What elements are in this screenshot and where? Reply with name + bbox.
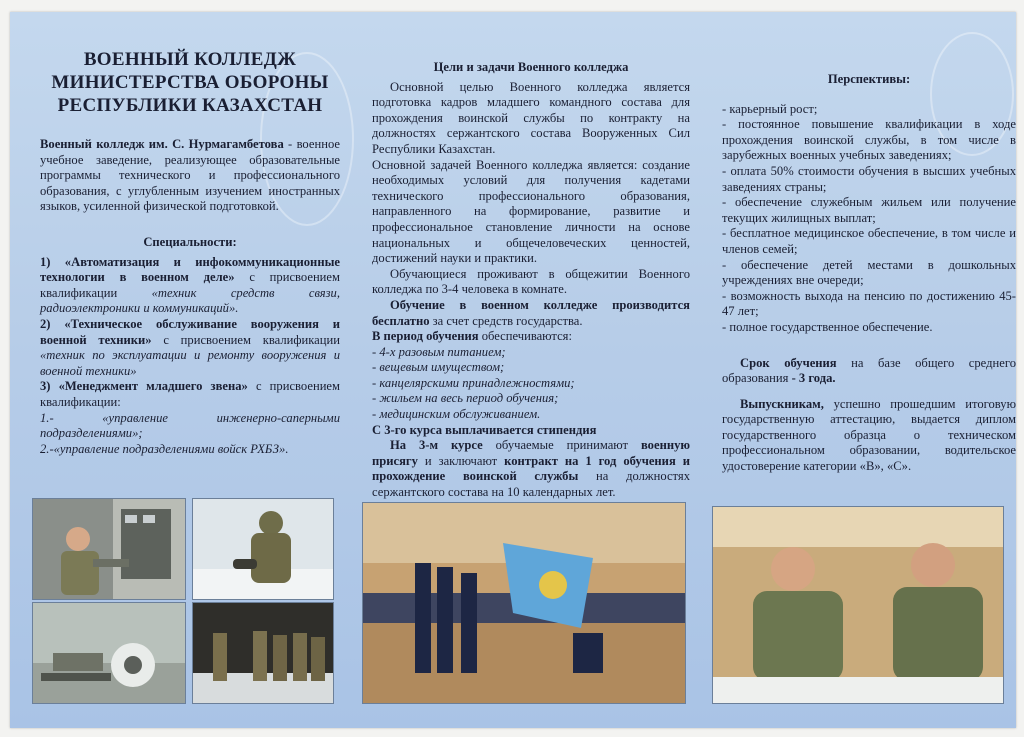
list-item: - медицинским обслуживанием. bbox=[372, 407, 541, 422]
specialty-3-item: 2.-«управление подразделениями войск РХБЗ». bbox=[40, 441, 289, 456]
list-item: - канцелярскими принадлежностями; bbox=[372, 375, 575, 390]
list-item: - бесплатное медицинское обеспечение, в том числе и членов семей; bbox=[722, 226, 1016, 256]
list-item: - полное государственное обеспечение. bbox=[722, 319, 933, 334]
list-item: - постоянное повышение квалификации в ходе прохождения воинской службы, в том числе в зарубежных военных учебных заведениях; bbox=[722, 117, 1016, 163]
task-paragraph: Основной задачей Военного колледжа является: создание необходимых условий для получения кадетами технического профессионального образования, направленного на формирование, развитие и профессиональное становление личности на основе национальных и общечеловеческих ценностей, достижений науки и практики. bbox=[372, 157, 690, 266]
prospects-heading: Перспективы: bbox=[827, 72, 911, 86]
oath-paragraph: На 3-м курсе обучаемые принимают военную присягу и заключают контракт на 1 год обучения и прохождение воинской службы на должностях сержантского состава на 10 календарных лет. bbox=[372, 438, 691, 500]
list-item: - вещевым имуществом; bbox=[372, 360, 505, 375]
left-column bbox=[40, 48, 340, 457]
intro-paragraph: Военный колледж им. С. Нурмагамбетова - военное учебное заведение, реализующее образовательные программы технического и профессионального образования, с углубленным изучением иностранных языков, усиленной физической подготовкой. bbox=[40, 137, 340, 214]
specialties-heading: Специальности: bbox=[143, 234, 237, 249]
list-item: - обеспечение детей местами в дошкольных учреждениях вне очереди; bbox=[722, 257, 1016, 288]
list-item: - оплата 50% стоимости обучения в высших учебных заведениях страны; bbox=[722, 163, 1016, 194]
list-item: - карьерный рост; bbox=[722, 101, 818, 116]
specialty-1: 1) «Автоматизация и инфокоммуникационные технологии в военном деле» с присвоением квалификации «техник средств связи, радиоэлектроники и коммуникаций». bbox=[40, 254, 340, 316]
dorm-paragraph: Обучающиеся проживают в общежитии Военного колледжа по 3-4 человека в комнате. bbox=[372, 266, 690, 297]
specialty-3-item: 1.- «управление инженерно-саперными подразделениями»; bbox=[40, 410, 340, 441]
photo-radio-operator bbox=[32, 498, 186, 600]
list-item: - жильем на весь период обучения; bbox=[372, 391, 559, 406]
brochure-sheet bbox=[10, 12, 1016, 728]
photo-flag-ceremony bbox=[362, 502, 686, 704]
photo-equipment bbox=[32, 602, 186, 704]
photo-soldier-winter bbox=[192, 498, 334, 600]
right-column bbox=[722, 72, 1016, 475]
provided-list bbox=[372, 345, 690, 423]
college-title: ВОЕННЫЙ КОЛЛЕДЖ МИНИСТЕРСТВА ОБОРОНЫ РЕСПУБЛИКИ КАЗАХСТАН bbox=[51, 49, 329, 116]
goal-paragraph: Основной целью Военного колледжа является подготовка кадров младшего командного состава для прохождения воинской службы по контракту на должностях сержантского состава Вооруженных Сил Республики Казахстан. bbox=[372, 79, 690, 156]
specialty-2: 2) «Техническое обслуживание вооружения и военной техники» с присвоением квалификации «техник по эксплуатации и ремонту вооружения и военной техники» bbox=[40, 316, 340, 378]
list-item: - обеспечение служебным жильем или получение текущих жилищных выплат; bbox=[722, 195, 1016, 225]
list-item: - 4-х разовым питанием; bbox=[372, 344, 506, 359]
photo-cadets-class bbox=[712, 506, 1004, 704]
term-paragraph: Срок обучения на базе общего среднего образования - 3 года. bbox=[722, 355, 1016, 386]
photo-formation bbox=[192, 602, 334, 704]
graduates-paragraph: Выпускникам, успешно прошедшим итоговую государственную аттестацию, выдается диплом государственного образца о техническом профессиональном образовании, водительское удостоверение категории «В», «С». bbox=[722, 396, 1016, 474]
list-item: - возможность выхода на пенсию по достижению 45- 47 лет; bbox=[722, 288, 1016, 319]
stipend-line: С 3-го курса выплачивается стипендия bbox=[372, 422, 597, 437]
free-paragraph: Обучение в военном колледже производится бесплатно за счет средств государства. bbox=[372, 297, 690, 328]
provided-paragraph: В период обучения обеспечиваются: bbox=[372, 329, 572, 344]
goals-heading: Цели и задачи Военного колледжа bbox=[433, 60, 629, 74]
prospects-list bbox=[722, 102, 1016, 336]
specialty-3: 3) «Менеджмент младшего звена» с присвоением квалификации: bbox=[40, 379, 340, 409]
middle-column bbox=[372, 60, 690, 501]
